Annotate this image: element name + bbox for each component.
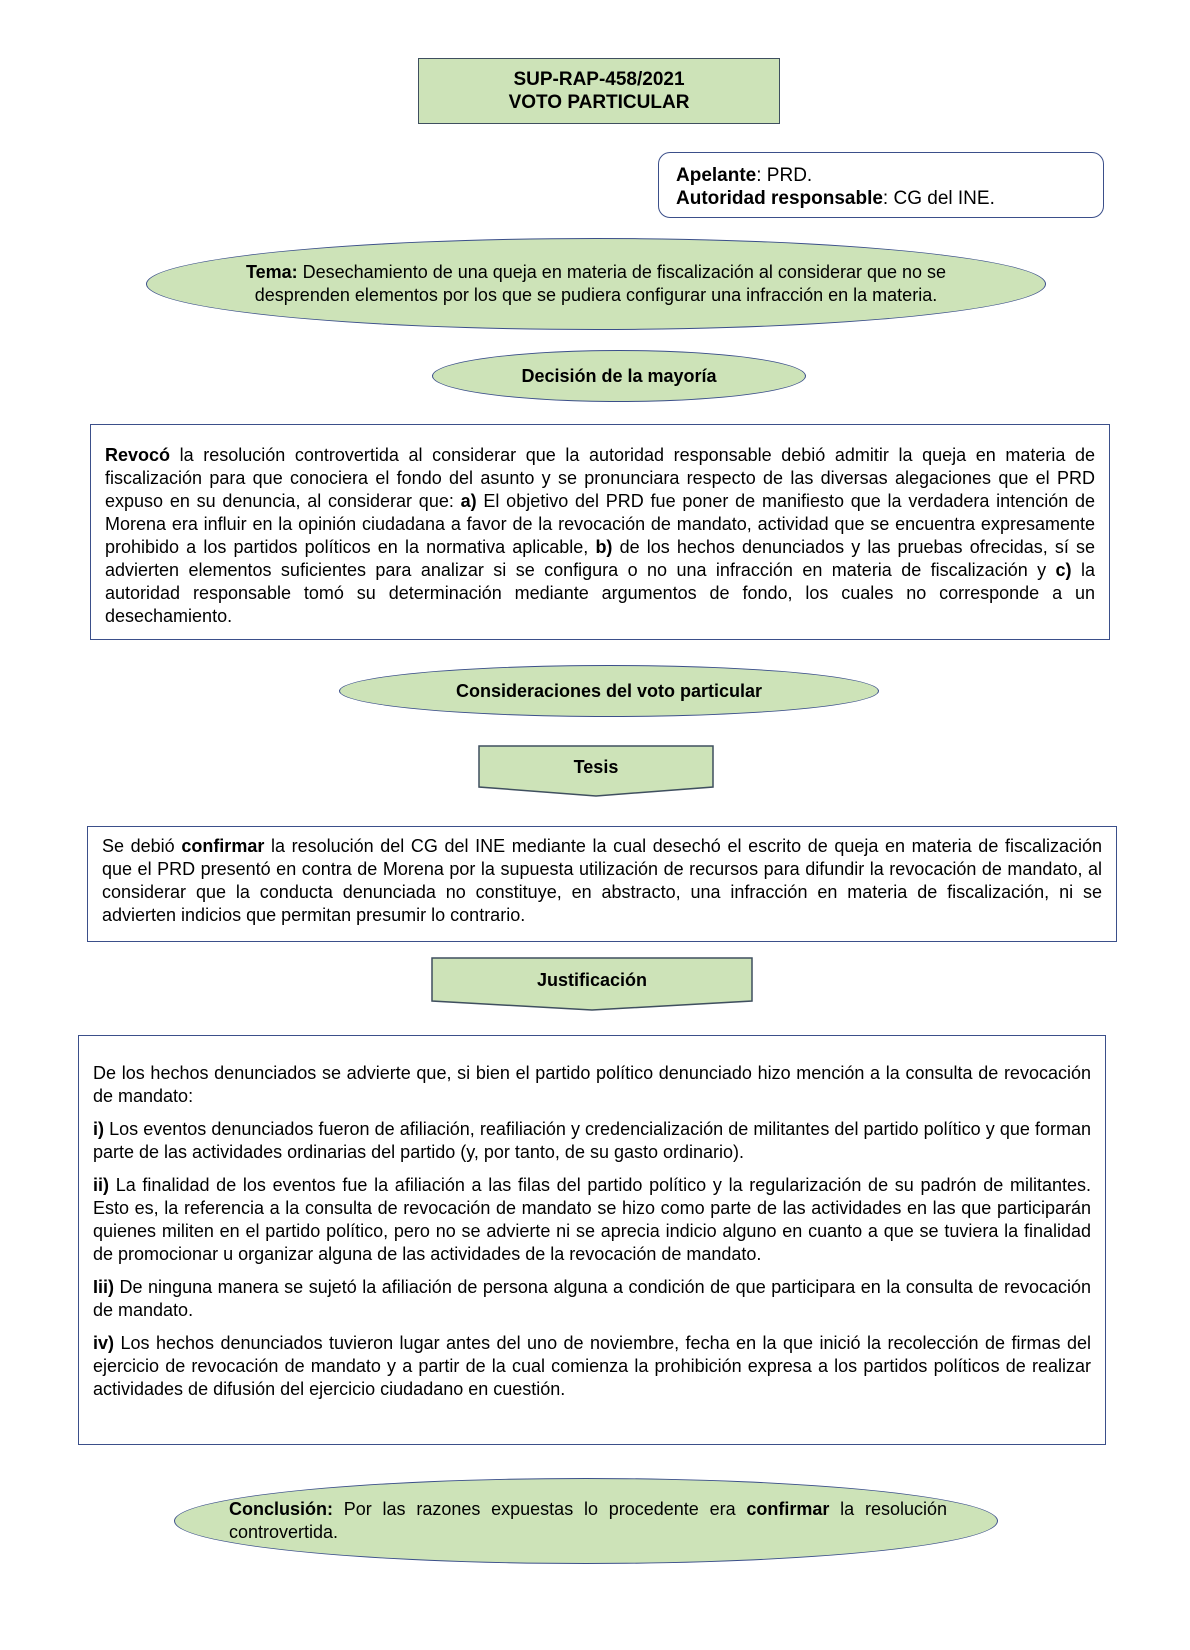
point-mark: iv): [93, 1333, 115, 1353]
tema-ellipse: [146, 238, 1046, 330]
majority-mark-a: a): [460, 491, 477, 511]
appellant-value: : PRD.: [756, 165, 813, 186]
majority-mark-b: b): [595, 537, 613, 557]
conclusion-label: Conclusión:: [229, 1499, 333, 1519]
majority-text-4: la autoridad responsable tomó su determinación mediante argumentos de fondo, los cuales no corresponde a un desechamiento.: [105, 560, 1095, 626]
justification-box: [78, 1035, 1106, 1445]
tesis-bold: confirmar: [181, 836, 265, 856]
justification-point: [93, 1174, 1091, 1266]
tesis-heading: [478, 745, 714, 797]
vote-type: VOTO PARTICULAR: [508, 92, 690, 113]
tesis-text-2: la resolución del CG del INE mediante la cual desechó el escrito de queja en materia de fiscalización que el PRD presentó en contra de Morena por la supuesta utilización de recursos para difundir la revocación de mandato, al considerar que la conducta denunciada no constituye, en abstracto, una infracción en materia de fiscalización, ni se advierten indicios que permitan presumir lo contrario.: [102, 836, 1102, 925]
majority-decision-heading: [432, 350, 806, 402]
point-mark: ii): [93, 1175, 109, 1195]
justification-point: [93, 1332, 1091, 1401]
appellant-line: [676, 164, 1086, 187]
tesis-text: [102, 835, 1102, 927]
point-text: La finalidad de los eventos fue la afiliación a las filas del partido político y la regularización de su padrón de militantes. Esto es, la referencia a la consulta de revocación de mandato se hizo como parte de las actividades en las que participarán quienes militen en el partido político, pero no se advierte ni se aprecia indicio alguno en cuanto a que se tuviera la finalidad de promocionar u organizar alguna de las actividades de la revocación de mandato.: [93, 1175, 1091, 1264]
majority-decision-text: [105, 444, 1095, 628]
appellant-label: Apelante: [676, 165, 757, 186]
conclusion-ellipse: [174, 1478, 998, 1564]
tesis-text-1: Se debió: [102, 836, 182, 856]
case-number: SUP-RAP-458/2021: [513, 69, 685, 90]
majority-decision-title: Decisión de la mayoría: [521, 365, 717, 386]
majority-text-2: El objetivo del PRD fue poner de manifiesto que la verdadera intención de Morena era influir en la opinión ciudadana a favor de la revocación de mandato, actividad que se encuentra expresamente prohibido a los partidos políticos en la normativa aplicable,: [105, 491, 1096, 557]
point-text: De ninguna manera se sujetó la afiliación de persona alguna a condición de que participara en la consulta de revocación de mandato.: [93, 1277, 1091, 1320]
case-header-box: [418, 58, 780, 124]
majority-decision-box: [90, 424, 1110, 640]
point-mark: i): [93, 1119, 104, 1139]
justification-intro: De los hechos denunciados se advierte que, si bien el partido político denunciado hizo mención a la consulta de revocación de mandato:: [93, 1063, 1091, 1106]
justification-point: [93, 1276, 1091, 1322]
tesis-title: Tesis: [573, 756, 619, 777]
conclusion-text: [229, 1498, 947, 1544]
parties-box: [658, 152, 1104, 218]
tema-body: Desechamiento de una queja en materia de fiscalización al considerar que no se desprenden elementos por los que se pudiera configurar una infracción en la materia.: [254, 262, 947, 305]
majority-text-1: la resolución controvertida al considerar que la autoridad responsable debió admitir la queja en materia de fiscalización para que conociera el fondo del asunto y se pronunciara respecto de las diversas alegaciones que el PRD expuso en su denuncia, al considerar que:: [105, 445, 1095, 511]
conclusion-text-1: Por las razones expuestas lo procedente era: [333, 1499, 747, 1519]
point-text: Los hechos denunciados tuvieron lugar antes del uno de noviembre, fecha en la que inició la recolección de firmas del ejercicio de revocación de mandato y a partir de la cual comienza la prohibición expresa a los partidos políticos de realizar actividades de difusión del ejercicio ciudadano en cuestión.: [93, 1333, 1091, 1399]
authority-line: [676, 187, 1086, 210]
point-mark: Iii): [93, 1277, 114, 1297]
justification-title: Justificación: [536, 969, 648, 990]
tema-label: Tema:: [245, 262, 298, 282]
authority-value: : CG del INE.: [882, 188, 995, 209]
majority-text-3: de los hechos denunciados y las pruebas ofrecidas, sí se advierten elementos suficientes para analizar si se configura o no una infracción en materia de fiscalización y: [105, 537, 1095, 580]
point-text: Los eventos denunciados fueron de afiliación, reafiliación y credencialización de militantes del partido político y que forman parte de las actividades ordinarias del partido (y, por tanto, de su gasto ordinario).: [93, 1119, 1091, 1162]
authority-label: Autoridad responsable: [676, 188, 883, 209]
justification-heading: [431, 957, 753, 1011]
conclusion-bold: confirmar: [746, 1499, 830, 1519]
tema-text: [225, 261, 967, 307]
conclusion-text-2: la resolución controvertida.: [229, 1499, 948, 1542]
considerations-heading: [339, 665, 879, 717]
majority-mark-c: c): [1055, 560, 1072, 580]
justification-point: [93, 1118, 1091, 1164]
considerations-title: Consideraciones del voto particular: [455, 680, 763, 701]
tesis-box: [87, 826, 1117, 942]
majority-lead: Revocó: [105, 445, 171, 465]
